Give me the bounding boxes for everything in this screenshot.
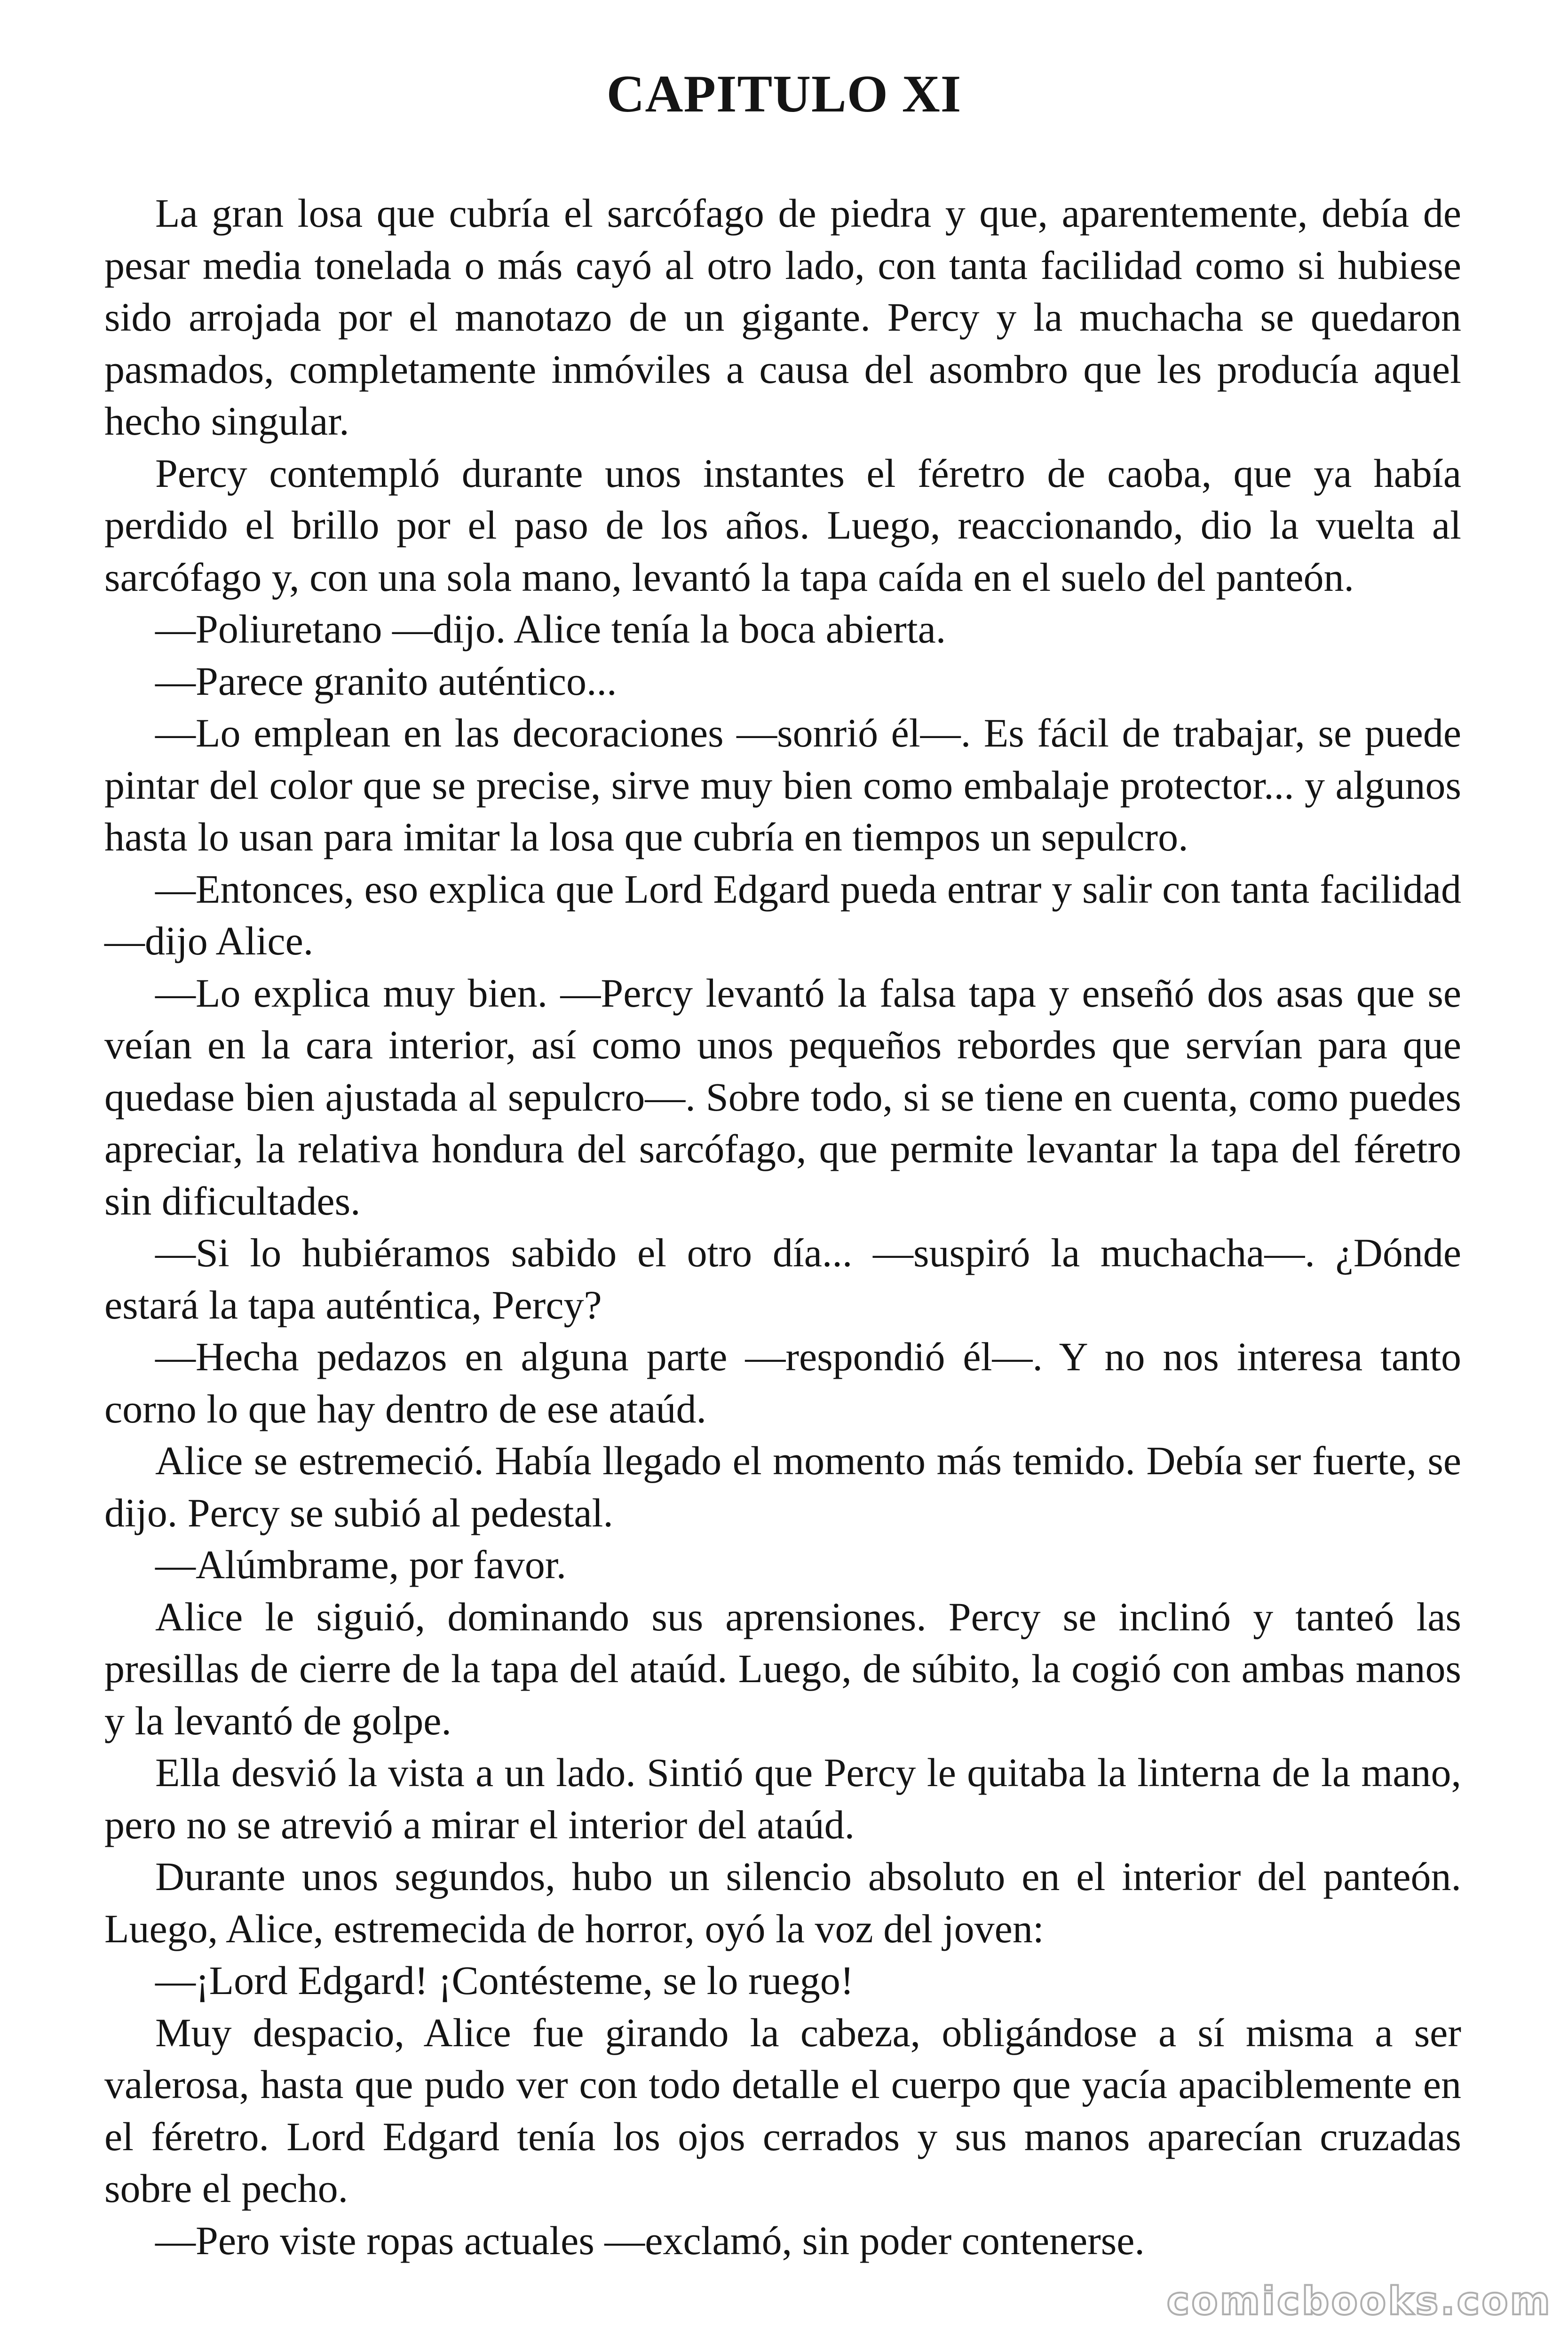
paragraph: —Poliuretano —dijo. Alice tenía la boca abierta.	[155, 606, 946, 652]
paragraph: —¡Lord Edgard! ¡Contésteme, se lo ruego!	[155, 1958, 854, 2003]
paragraph: Ella desvió la vista a un lado. Sintió que Percy le quitaba la linterna de la mano, pero no se atrevió a mirar el interior del ataúd.	[104, 1750, 1461, 1847]
paragraph: —Hecha pedazos en alguna parte —respondió él—. Y no nos interesa tanto corno lo que hay dentro de ese ataúd.	[104, 1334, 1461, 1431]
paragraph: Muy despacio, Alice fue girando la cabeza, obligándose a sí misma a ser valerosa, hasta que pudo ver con todo detalle el cuerpo que yacía apaciblemente en el féretro. Lord Edgard tenía los ojos cerrados y sus manos aparecían cruzadas sobre el pecho.	[104, 2010, 1461, 2211]
paragraph: Alice se estremeció. Había llegado el momento más temido. Debía ser fuerte, se dijo. Percy se subió al pedestal.	[104, 1438, 1461, 1535]
paragraph: —Alúmbrame, por favor.	[155, 1542, 567, 1587]
watermark-logo: comicbooks.com	[1166, 2279, 1552, 2324]
paragraph: —Si lo hubiéramos sabido el otro día... —suspiró la muchacha—. ¿Dónde estará la tapa auténtica, Percy?	[104, 1230, 1461, 1327]
paragraph: Durante unos segundos, hubo un silencio absoluto en el interior del panteón. Luego, Alice, estremecida de horror, oyó la voz del joven:	[104, 1854, 1461, 1951]
paragraph: —Entonces, eso explica que Lord Edgard pueda entrar y salir con tanta facilidad —dijo Alice.	[104, 866, 1461, 963]
paragraph: Alice le siguió, dominando sus aprensiones. Percy se inclinó y tanteó las presillas de cierre de la tapa del ataúd. Luego, de súbito, la cogió con ambas manos y la levantó de golpe.	[104, 1594, 1461, 1743]
paragraph: —Pero viste ropas actuales —exclamó, sin poder contenerse.	[155, 2217, 1145, 2263]
chapter-body	[104, 187, 1461, 2266]
paragraph: —Lo explica muy bien. —Percy levantó la falsa tapa y enseñó dos asas que se veían en la cara interior, así como unos pequeños rebordes que servían para que quedase bien ajustada al sepulcro—. Sobre todo, si se tiene en cuenta, como puedes apreciar, la relativa hondura del sarcófago, que permite levantar la tapa del féretro sin dificultades.	[104, 970, 1461, 1224]
chapter-title: CAPITULO XI	[606, 65, 962, 123]
paragraph: —Parece granito auténtico...	[155, 658, 617, 704]
paragraph: —Lo emplean en las decoraciones —sonrió él—. Es fácil de trabajar, se puede pintar del color que se precise, sirve muy bien como embalaje protector... y algunos hasta lo usan para imitar la losa que cubría en tiempos un sepulcro.	[104, 710, 1461, 859]
paragraph: La gran losa que cubría el sarcófago de piedra y que, aparentemente, debía de pesar media tonelada o más cayó al otro lado, con tanta facilidad como si hubiese sido arrojada por el manotazo de un gigante. Percy y la muchacha se quedaron pasmados, completamente inmóviles a causa del asombro que les producía aquel hecho singular.	[104, 191, 1461, 444]
paragraph: Percy contempló durante unos instantes el féretro de caoba, que ya había perdido el brillo por el paso de los años. Luego, reaccionando, dio la vuelta al sarcófago y, con una sola mano, levantó la tapa caída en el suelo del panteón.	[104, 450, 1461, 600]
